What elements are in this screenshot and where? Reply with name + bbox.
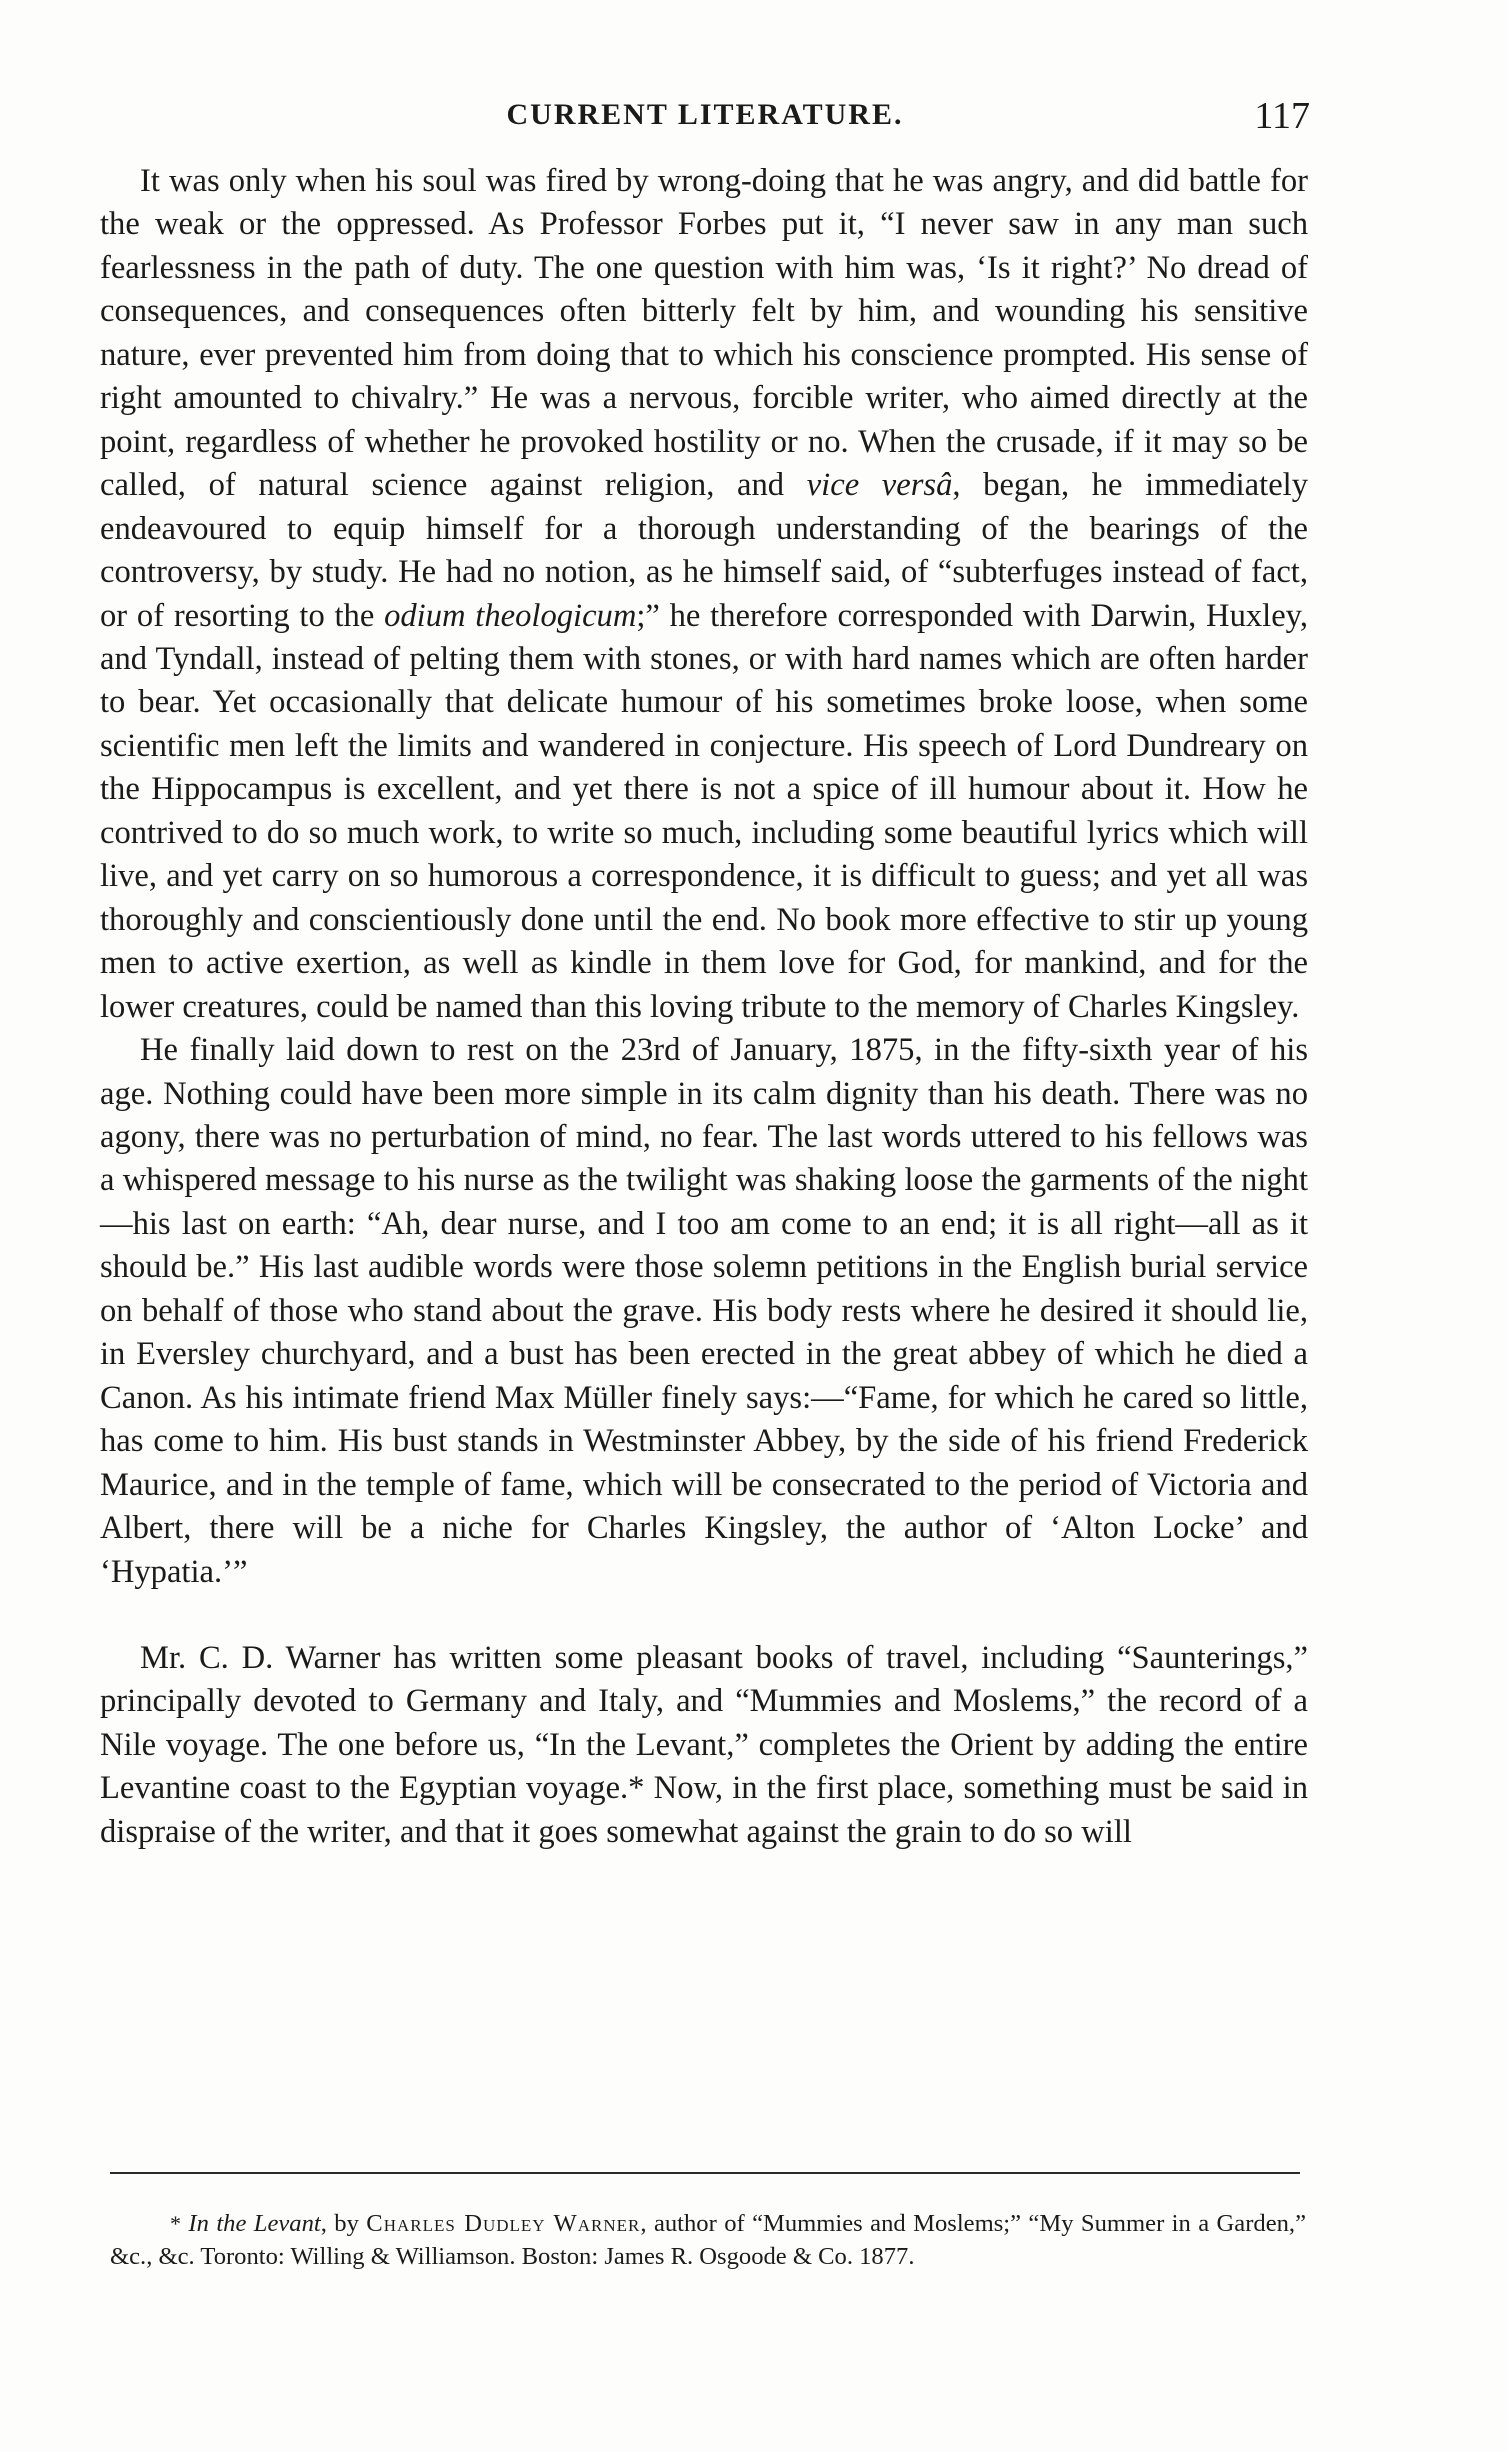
text-segment-italic: odium theologicum [384,597,637,634]
footnote-marker: * [170,2210,181,2236]
footnote [110,2207,1306,2273]
text-segment: ;” he therefore corresponded with Darwin, Huxley, and Tyndall, instead of pelting them with stones, or with hard names which are often harder to bear. Yet occasionally that delicate humour of his sometimes broke loose, when some scientific men left the limits and wandered in conjecture. His speech of Lord Dundreary on the Hippocampus is excellent, and yet there is not a spice of ill humour about it. How he contrived to do so much work, to write so much, including some beautiful lyrics which will live, and yet carry on so humorous a correspondence, it is difficult to guess; and yet all was thoroughly and conscientiously done until the end. No book more effective to stir up young men to active exertion, as well as kindle in them love for God, for mankind, and for the lower creatures, could be named than this loving tribute to the memory of Charles Kingsley. [100,597,1308,1025]
text-segment-italic: vice versâ [806,467,953,504]
paragraph-warner-review [100,1637,1308,1854]
text-segment: He finally laid down to rest on the 23rd of January, 1875, in the fifty-sixth year of his age. Nothing could have been more simple in its calm dignity than his death. There was no agony, there was no perturbation of mind, no fear. The last words uttered to his fellows was a whispered message to his nurse as the twilight was shaking loose the garments of the night—his last on earth: “Ah, dear nurse, and I too am come to an end; it is all right—all as it should be.” His last audible words were those solemn petitions in the English burial service on behalf of those who stand about the grave. His body rests where he desired it should lie, in Eversley churchyard, and a bust has been erected in the great abbey of which he died a Canon. As his intimate friend Max Müller finely says:—“Fame, for which he cared so little, has come to him. His bust stands in Westminster Abbey, by the side of his friend Frederick Maurice, and in the temple of fame, which will be consecrated to the period of Victoria and Albert, there will be a niche for Charles Kingsley, the author of ‘Alton Locke’ and ‘Hypatia.’” [100,1032,1308,1590]
running-head [100,95,1310,148]
footnote-rule [110,2172,1300,2174]
footnote-by: , by [320,2209,367,2237]
footnote-publication: , author of “Mummies and Moslems;” “My Summer in a Garden,” &c., &c. Toronto: Willing & Williamson. Boston: James R. Osgoode & Co. 1877. [110,2209,1306,2270]
paragraph-kingsley-character [100,160,1308,1029]
body-text [100,160,1308,1854]
footnote-author: Charles Dudley Warner [366,2209,641,2237]
paragraph-kingsley-death [100,1029,1308,1594]
paragraph-gap [100,1594,1308,1637]
footnote-book-title: In the Levant [188,2209,321,2237]
text-segment: Mr. C. D. Warner has written some pleasant books of travel, including “Saunterings,” principally devoted to Germany and Italy, and “Mummies and Moslems,” the record of a Nile voyage. The one before us, “In the Levant,” completes the Orient by adding the entire Levantine coast to the Egyptian voyage.* Now, in the first place, something must be said in dispraise of the writer, and that it goes somewhat against the grain to do so will [100,1639,1308,1850]
text-segment: It was only when his soul was fired by wrong-doing that he was angry, and did battle for the weak or the oppressed. As Professor Forbes put it, “I never saw in any man such fearlessness in the path of duty. The one question with him was, ‘Is it right?’ No dread of consequences, and consequences often bitterly felt by him, and wounding his sensitive nature, ever prevented him from doing that to which his conscience prompted. His sense of right amounted to chivalry.” He was a nervous, forcible writer, who aimed directly at the point, regardless of whether he provoked hostility or no. When the crusade, if it may so be called, of natural science against religion, and [100,163,1308,504]
running-title: CURRENT LITERATURE. [506,98,904,131]
text-segment: , began, he immediately endeavoured to equip himself for a thorough understanding of the bearings of the controversy, by study. He had no notion, as he himself said, of “subterfuges instead of fact, or of resorting to the [100,467,1308,634]
page-number: 117 [1254,95,1310,137]
